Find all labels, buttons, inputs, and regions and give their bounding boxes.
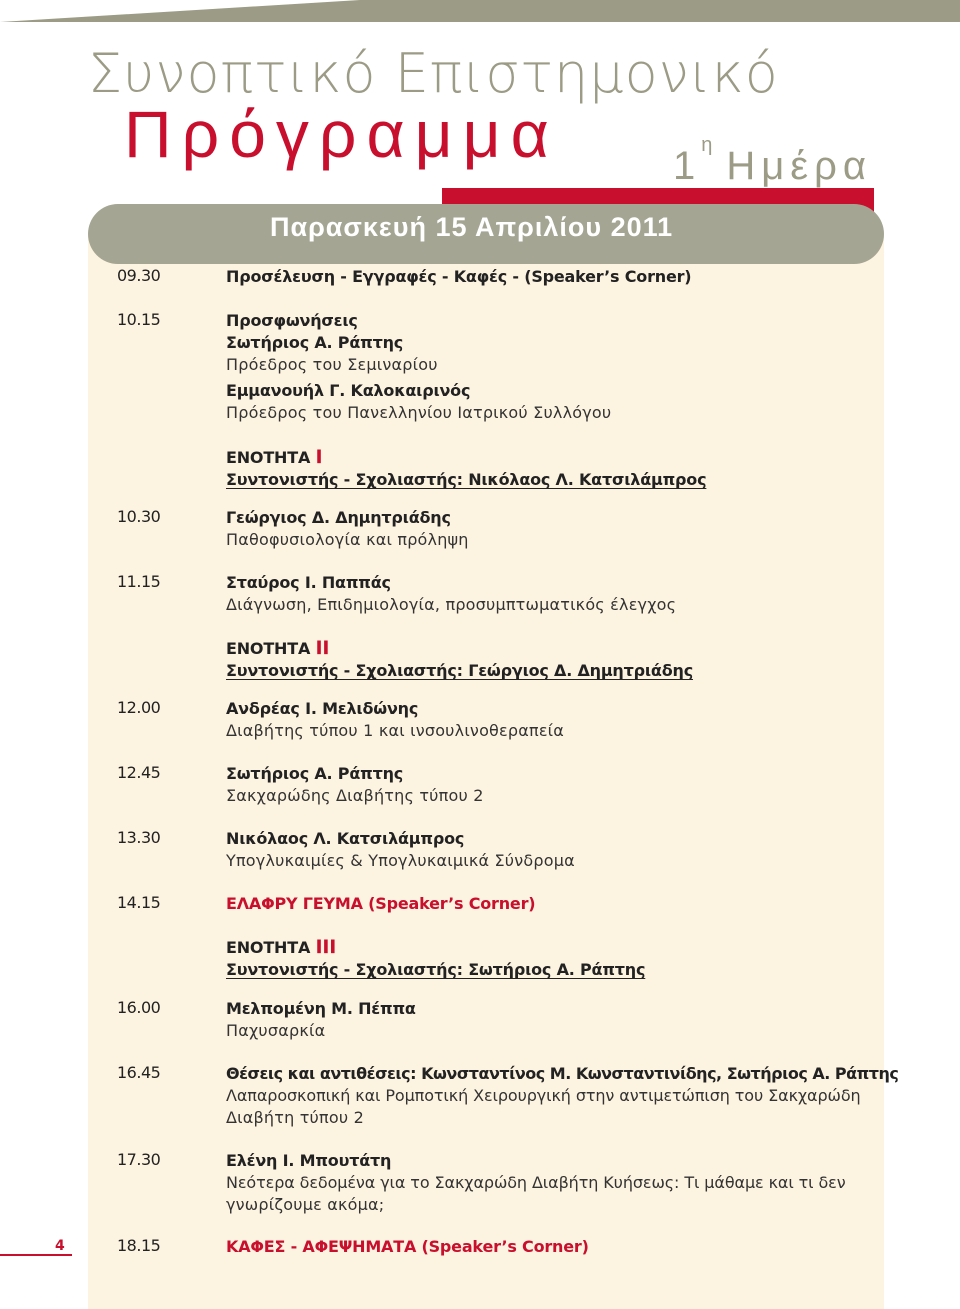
row-entry [226,507,876,551]
speaker-name: Σταύρος Ι. Παππάς [226,573,391,592]
talk-topic: Νεότερα δεδομένα για το Σακχαρώδη Διαβήτη Κυήσεως: Τι μάθαμε και τι δεν [226,1173,846,1192]
section-title [226,446,876,469]
speaker-name: Θέσεις και αντιθέσεις: Κωνσταντίνος Μ. Κωνσταντινίδης, Σωτήριος Α. Ράπτης [226,1064,899,1083]
talk-topic: Παθοφυσιολογία και πρόληψη [226,530,469,549]
row-title: Προσφωνήσεις [226,311,358,330]
row-time: 16.00 [117,998,161,1017]
talk-topic-continued: γνωρίζουμε ακόμα; [226,1195,385,1214]
speaker-name: Νικόλαος Λ. Κατσιλάμπρος [226,829,465,848]
section-numeral: Ι [315,446,323,468]
talk-topic: Λαπαροσκοπική και Ρομποτική Χειρουργική στην αντιμετώπιση του Σακχαρώδη [226,1086,861,1105]
row-entry [226,893,876,915]
section-label: ΕΝΟΤΗΤΑ [226,938,311,957]
row-entry [226,828,876,872]
speaker-name: Ελένη Ι. Μπουτάτη [226,1151,392,1170]
date-banner-text: Παρασκευή 15 Απριλίου 2011 [270,212,674,242]
speaker-name: Σωτήριος Α. Ράπτης [226,764,404,783]
row-time: 18.15 [117,1236,161,1255]
section-label: ΕΝΟΤΗΤΑ [226,448,311,467]
page-number-rule [0,1254,72,1256]
section-entry [226,446,876,491]
day-ordinal: η [701,133,713,156]
row-time: 12.45 [117,763,161,782]
day-word: Ημέρα [726,144,872,188]
top-bar-diagonal-cut [0,0,360,22]
row-time: 13.30 [117,828,161,847]
speaker-role: Πρόεδρος του Σεμιναρίου [226,355,438,374]
section-numeral: ΙΙΙ [315,936,337,958]
talk-topic: Παχυσαρκία [226,1021,326,1040]
speaker-name: Σωτήριος Α. Ράπτης [226,333,404,352]
row-entry [226,266,876,288]
speaker-role: Πρόεδρος του Πανελληνίου Ιατρικού Συλλόγου [226,403,612,422]
row-text: Προσέλευση - Εγγραφές - Καφές - (Speaker’s Corner) [226,267,692,286]
day-label [672,133,872,189]
section-entry [226,637,876,682]
section-moderator: Συντονιστής - Σχολιαστής: Σωτήριος Α. Ράπτης [226,960,646,979]
speaker-name: Γεώργιος Δ. Δημητριάδης [226,508,451,527]
talk-topic: Σακχαρώδης Διαβήτης τύπου 2 [226,786,484,805]
row-entry [226,572,876,616]
speaker-name: Μελπομένη Μ. Πέππα [226,999,416,1018]
page-title-line1: Συνοπτικό Επιστημονικό [88,42,779,105]
row-time: 12.00 [117,698,161,717]
row-entry [226,1150,876,1216]
break-text: ΚΑΦΕΣ - ΑΦΕΨΗΜΑΤΑ (Speaker’s Corner) [226,1237,589,1256]
section-entry [226,936,876,981]
row-time: 09.30 [117,266,161,285]
row-time: 17.30 [117,1150,161,1169]
row-time: 10.30 [117,507,161,526]
section-moderator: Συντονιστής - Σχολιαστής: Γεώργιος Δ. Δημητριάδης [226,661,693,680]
row-entry [226,763,876,807]
row-entry [226,1236,876,1258]
talk-topic: Διαβήτης τύπου 1 και ινσουλινοθεραπεία [226,721,565,740]
talk-topic-continued: Διαβήτη τύπου 2 [226,1108,364,1127]
page-number: 4 [55,1238,65,1254]
talk-topic: Διάγνωση, Επιδημιολογία, προσυμπτωματικός έλεγχος [226,595,677,614]
page-title-line2: Πρόγραμμα [124,97,559,171]
section-numeral: ΙΙ [315,637,330,659]
break-text: ΕΛΑΦΡΥ ΓΕΥΜΑ (Speaker’s Corner) [226,894,536,913]
speaker-name: Εμμανουήλ Γ. Καλοκαιρινός [226,381,471,400]
talk-topic: Υπογλυκαιμίες & Υπογλυκαιμικά Σύνδρομα [226,851,575,870]
row-entry [226,998,876,1042]
section-title [226,637,876,660]
day-number: 1 [672,144,702,188]
row-entry [226,310,876,424]
row-entry [226,1063,899,1129]
section-label: ΕΝΟΤΗΤΑ [226,639,311,658]
row-entry [226,698,876,742]
row-time: 11.15 [117,572,161,591]
row-time: 10.15 [117,310,161,329]
section-title [226,936,876,959]
section-moderator: Συντονιστής - Σχολιαστής: Νικόλαος Λ. Κατσιλάμπρος [226,470,707,489]
speaker-name: Ανδρέας Ι. Μελιδώνης [226,699,419,718]
row-time: 14.15 [117,893,161,912]
row-time: 16.45 [117,1063,161,1082]
